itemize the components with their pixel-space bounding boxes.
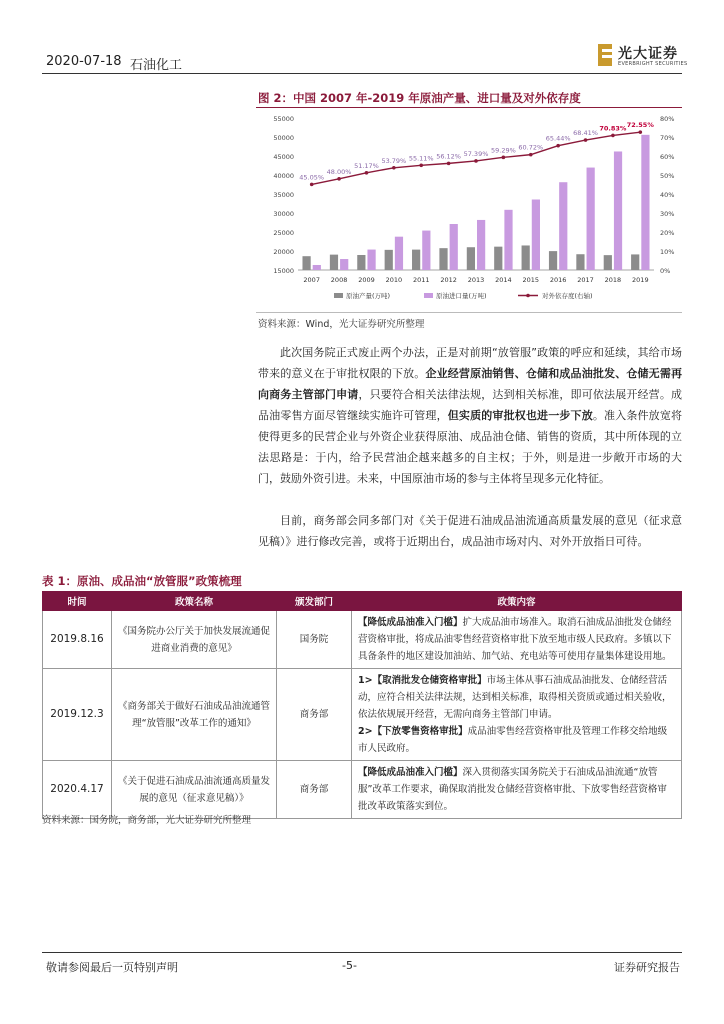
figure-source-rule (256, 312, 682, 313)
left-tick-label: 50000 (273, 134, 294, 142)
bar-production (549, 251, 557, 270)
col-header-time: 时间 (43, 592, 112, 611)
right-tick-label: 50% (660, 172, 675, 180)
x-tick-label: 2015 (522, 276, 540, 284)
dependency-point (556, 144, 560, 148)
col-header-content: 政策内容 (352, 592, 682, 611)
footer-divider (42, 952, 682, 953)
cell-content (352, 761, 682, 819)
bar-production (385, 250, 393, 270)
right-tick-label: 60% (660, 153, 675, 161)
dependency-data-label: 65.44% (545, 134, 571, 143)
x-tick-label: 2009 (358, 276, 375, 284)
bar-production (494, 247, 502, 270)
dependency-point (447, 162, 451, 166)
x-tick-label: 2014 (495, 276, 512, 284)
dependency-data-label: 68.41% (573, 129, 598, 138)
legend-label-import: 原油进口量(万吨) (436, 292, 487, 300)
x-tick-label: 2018 (604, 276, 622, 284)
content-tag: 【降低成品油准入门槛】 (358, 767, 463, 778)
x-tick-label: 2019 (632, 276, 649, 284)
right-tick-label: 20% (660, 229, 675, 237)
dependency-data-label: 51.17% (354, 161, 379, 170)
logo-text-en: EVERBRIGHT SECURITIES (618, 61, 688, 67)
col-header-dept: 颁发部门 (277, 592, 352, 611)
content-text: 深入贯彻落实国务院关于石油成品油流通“放管服”改革工作要求，确保取消批发仓储经营资格审批、下放零售经营资格审批改革政策落实到位。 (358, 767, 667, 812)
bar-production (576, 254, 584, 270)
p1-bold-b: 但实质的审批权也进一步下放 (447, 409, 593, 422)
left-tick-label: 20000 (273, 248, 294, 256)
bar-import (504, 210, 512, 270)
x-tick-label: 2016 (549, 276, 567, 284)
header-divider (42, 73, 682, 74)
dependency-point (639, 130, 643, 134)
dependency-point (529, 153, 533, 157)
table-row (43, 611, 682, 669)
legend-marker-dependency (526, 294, 530, 298)
dependency-point (392, 166, 396, 170)
cell-policy-name: 《国务院办公厅关于加快发展流通促进商业消费的意见》 (112, 611, 277, 669)
left-tick-label: 35000 (273, 191, 294, 199)
bar-import (395, 237, 403, 270)
x-tick-label: 2017 (577, 276, 594, 284)
left-tick-label: 40000 (273, 172, 294, 180)
content-tag-2: 2>【下放零售资格审批】 (358, 726, 468, 737)
bar-production (467, 247, 475, 270)
x-tick-label: 2012 (440, 276, 457, 284)
bar-production (604, 255, 612, 270)
cell-dept: 国务院 (277, 611, 352, 669)
dependency-point (611, 134, 615, 138)
right-tick-label: 30% (660, 210, 675, 218)
right-tick-label: 80% (660, 115, 675, 123)
right-tick-label: 70% (660, 134, 675, 142)
content-tag: 【降低成品油准入门槛】 (358, 617, 463, 628)
legend-label-production: 原油产量(万吨) (346, 292, 391, 300)
dependency-data-label: 45.05% (299, 173, 325, 182)
figure-title-rule (256, 107, 682, 108)
cell-content (352, 669, 682, 761)
content-tag: 1>【取消批发仓储资格审批】 (358, 675, 487, 686)
bar-production (631, 254, 639, 270)
x-tick-label: 2011 (412, 276, 430, 284)
brand-logo (598, 42, 688, 72)
footer-disclaimer: 敬请参阅最后一页特别声明 (46, 961, 178, 974)
figure-title: 图 2：中国 2007 年-2019 年原油产量、进口量及对外依存度 (258, 91, 581, 105)
bar-import (340, 259, 348, 270)
p1-text-a: 此次国务院正式废止两个办法，正是对前期“放管服”政策的呼应和延续，其给市场带来的意义在于审批权限的下放。 (258, 346, 682, 380)
bar-production (330, 255, 338, 270)
left-tick-label: 55000 (273, 115, 294, 123)
col-header-name: 政策名称 (112, 592, 277, 611)
dependency-data-label: 48.00% (326, 167, 352, 176)
bar-production (357, 255, 365, 270)
logo-text-cn: 光大证券 (618, 46, 678, 62)
legend-label-dependency: 对外依存度(右轴) (542, 292, 593, 300)
cell-dept: 商务部 (277, 669, 352, 761)
bar-import (450, 224, 458, 270)
bar-import (367, 250, 375, 270)
dependency-point (474, 159, 478, 163)
dependency-point (419, 163, 423, 167)
footer-report-type: 证券研究报告 (614, 961, 680, 974)
dependency-data-label: 56.12% (436, 152, 462, 161)
figure-source: 资料来源：Wind，光大证券研究所整理 (258, 319, 425, 330)
policy-table (42, 591, 682, 819)
table-row (43, 761, 682, 819)
cell-dept: 商务部 (277, 761, 352, 819)
p1-text-e: 。准入条件放宽将使得更多的民营企业与外资企业获得原油、成品油仓储、销售的资质，其中所体现的立法思路是：于内，给予民营油企越来越多的自主权；于外，则是进一步敞开市场的大门，鼓励外资引进。未来，中国原油市场的参与主体将呈现多元化特征。 (258, 409, 683, 485)
content-text: 扩大成品油市场准入。取消石油成品油批发仓储经营资格审批，将成品油零售经营资格审批下放至地市级人民政府。多镇以下具备条件的地区建设加油站、加气站、充电站等可使用存量集体建设用地。 (358, 617, 672, 662)
table-header-row (43, 592, 682, 611)
bar-import (614, 151, 622, 270)
table-source: 资料来源：国务院，商务部，光大证券研究所整理 (42, 815, 252, 826)
legend-swatch-production (334, 293, 343, 298)
right-tick-label: 40% (660, 191, 675, 199)
bar-import (559, 182, 567, 270)
dependency-point (502, 156, 506, 160)
x-tick-label: 2013 (467, 276, 485, 284)
table-title: 表 1：原油、成品油“放管服”政策梳理 (42, 574, 242, 588)
bar-import (422, 231, 430, 270)
dependency-data-label: 55.11% (408, 154, 434, 163)
paragraph-2: 目前，商务部会同多部门对《关于促进石油成品油流通高质量发展的意见（征求意见稿）》进行修改完善，或将于近期出台，成品油市场对内、对外开放指日可待。 (258, 514, 682, 548)
dependency-data-label: 70.83% (599, 124, 627, 133)
dependency-data-label: 72.55% (626, 121, 654, 130)
bar-production (439, 248, 447, 270)
bar-import (587, 168, 595, 270)
content-text-2: 成品油零售经营资格审批及管理工作移交给地级市人民政府。 (358, 726, 668, 754)
bar-import (477, 220, 485, 270)
cell-time: 2019.12.3 (43, 669, 112, 761)
bar-production (302, 256, 310, 270)
dependency-data-label: 60.72% (518, 143, 544, 152)
left-tick-label: 45000 (273, 153, 294, 161)
left-tick-label: 25000 (273, 229, 294, 237)
logo-mark-icon (598, 44, 612, 66)
bar-production (522, 245, 530, 270)
bar-import (532, 200, 540, 270)
right-tick-label: 10% (660, 248, 675, 256)
bar-production (412, 250, 420, 270)
table-row (43, 669, 682, 761)
report-date: 2020-07-18 (46, 54, 122, 69)
dependency-point (365, 171, 369, 175)
cell-policy-name: 《关于促进石油成品油流通高质量发展的意见（征求意见稿）》 (112, 761, 277, 819)
bar-import (641, 135, 649, 270)
p1-text-c: ，只要符合相关法律法规，达到相关标准，即可依法展开经营。成品油零售方面尽管继续实施许可管理， (258, 388, 683, 422)
legend-swatch-import (424, 293, 433, 298)
dependency-data-label: 57.39% (463, 149, 489, 158)
bar-import (313, 265, 321, 270)
p1-bold-a: 企业经营原油销售、仓储和成品油批发、仓储无需再向商务主管部门申请 (258, 367, 683, 401)
page-number: -5- (342, 959, 357, 972)
paragraph-1 (258, 342, 682, 489)
right-tick-label: 0% (660, 267, 671, 275)
dependency-point (310, 183, 314, 187)
dependency-data-label: 59.29% (490, 146, 516, 155)
x-tick-label: 2008 (330, 276, 348, 284)
content-text: 市场主体从事石油成品油批发、仓储经营活动，应符合相关法律法规，达到相关标准，取得相关资质或通过相关验收，依法依规展开经营，无需向商务主管部门申请。 (358, 675, 672, 720)
cell-content (352, 611, 682, 669)
cell-time: 2019.8.16 (43, 611, 112, 669)
left-tick-label: 30000 (273, 210, 294, 218)
dependency-point (584, 138, 588, 142)
industry-label: 石油化工 (130, 58, 183, 73)
oil-chart (256, 110, 682, 310)
dependency-data-label: 53.79% (381, 156, 407, 165)
x-tick-label: 2010 (385, 276, 403, 284)
cell-time: 2020.4.17 (43, 761, 112, 819)
cell-policy-name: 《商务部关于做好石油成品油流通管理“放管服”改革工作的通知》 (112, 669, 277, 761)
x-tick-label: 2007 (303, 276, 320, 284)
dependency-point (337, 177, 341, 181)
left-tick-label: 15000 (273, 267, 294, 275)
